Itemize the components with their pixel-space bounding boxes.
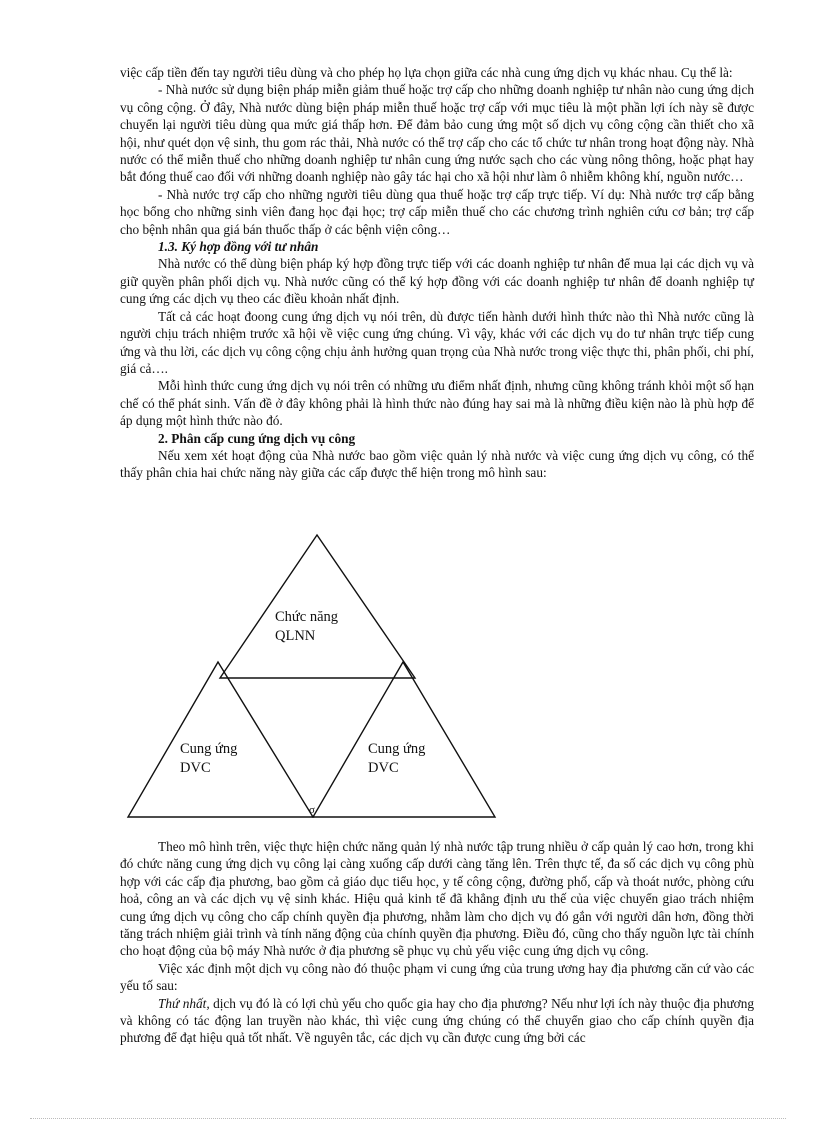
lower-text-block — [120, 838, 754, 1047]
paragraph: - Nhà nước trợ cấp cho những người tiêu dùng qua thuế hoặc trợ cấp trực tiếp. Ví dụ: Nhà nước trợ cấp bằng học bổng cho những sinh viên đang học đại học; trợ cấp miễn thuế cho các chương trình nghiên cứu cơ bản; trợ cấp cho bệnh nhân qua giá bán thuốc thấp ở các bệnh viện công… — [120, 186, 754, 237]
right-label — [368, 740, 425, 778]
section-heading: 1.3. Ký hợp đồng với tư nhân — [158, 239, 319, 255]
top-label — [275, 608, 338, 646]
page-bottom-divider — [30, 1118, 786, 1119]
paragraph: Mỗi hình thức cung ứng dịch vụ nói trên có những ưu điểm nhất định, nhưng cũng không tránh khỏi một số hạn chế có thể phát sinh. Vấn đề ở đây không phải là hình thức nào đúng hay sai mà là những điều kiện nào là phù hợp để áp dụng một hình thức nào đó. — [120, 378, 754, 429]
top-label-line-2: QLNN — [275, 628, 316, 644]
paragraph: việc cấp tiền đến tay người tiêu dùng và cho phép họ lựa chọn giữa các nhà cung ứng dịch vụ khác nhau. Cụ thể là: — [120, 65, 733, 80]
left-label — [180, 740, 237, 778]
right-label-line-1: Cung ứng — [368, 741, 426, 757]
top-label-line-1: Chức năng — [275, 609, 339, 625]
top-triangle — [220, 535, 415, 678]
right-label-line-2: DVC — [368, 760, 399, 776]
paragraph: - Nhà nước sử dụng biện pháp miễn giảm thuế hoặc trợ cấp cho những doanh nghiệp tư nhân nào cung ứng dịch vụ công cộng. Ở đây, Nhà nước dùng biện pháp miễn thuế hoặc trợ cấp với mục tiêu là một phần lợi ích này sẽ được chuyển lại người tiêu dùng qua mức giá thấp hơn. Để đảm bảo cung ứng một số dịch vụ công cộng cần thiết cho xã hội, như quét dọn vệ sinh, thu gom rác thải, Nhà nước có thể trợ cấp cho các tổ chức tư nhân trong hoạt động này. Nhà nước có thể miễn thuế cho những doanh nghiệp tư nhân cung ứng nước sạch cho các vùng nông thông, hoặc phạt hay bắt đóng thuế cao đối với những doanh nghiệp nào gây tác hại cho xã hội như làm ô nhiễm không khí, nguồn nước… — [120, 82, 754, 185]
diagram-svg — [120, 530, 510, 825]
paragraph-text: dịch vụ đó là có lợi chủ yếu cho quốc gia hay cho địa phương? Nếu như lợi ích này thuộc địa phương và không có tác động lan truyền nào khác, thì việc cung ứng chúng có thể chuyển giao cho cấp chính quyền địa phương để đạt hiệu quả tốt nhất. Về nguyên tắc, các dịch vụ cần được cung ứng bởi các — [120, 995, 754, 1046]
section-heading: 2. Phân cấp cung ứng dịch vụ công — [158, 430, 356, 446]
apex-marker: σ — [309, 804, 315, 816]
paragraph: Việc xác định một dịch vụ công nào đó thuộc phạm vi cung ứng của trung ương hay địa phương căn cứ vào các yếu tố sau: — [120, 960, 754, 994]
paragraph — [120, 995, 754, 1047]
upper-text-block — [120, 64, 754, 482]
left-label-line-1: Cung ứng — [180, 741, 238, 757]
paragraph: Tất cả các hoạt đoong cung ứng dịch vụ nói trên, dù được tiến hành dưới hình thức nào thì Nhà nước cũng là người chịu trách nhiệm trước xã hội về việc cung ứng chúng. Vì vậy, khác với các dịch vụ do tư nhân trực tiếp cung ứng và thu lời, các dịch vụ công cộng chịu ảnh hưởng quan trọng của Nhà nước trong việc thực thi, phân phối, chi phí, giá cả…. — [120, 308, 754, 376]
left-label-line-2: DVC — [180, 760, 211, 776]
paragraph: Nếu xem xét hoạt động của Nhà nước bao gồm việc quản lý nhà nước và việc cung ứng dịch vụ công, có thể thấy phân chia hai chức năng này giữa các cấp được thể hiện trong mô hình sau: — [120, 447, 754, 481]
paragraph: Theo mô hình trên, việc thực hiện chức năng quản lý nhà nước tập trung nhiều ở cấp quản lý cao hơn, trong khi đó chức năng cung ứng dịch vụ công lại càng xuống cấp dưới càng tăng lên. Trên thực tế, đa số các dịch vụ công phù hợp với các cấp địa phương, bao gồm cả giáo dục tiểu học, y tế công cộng, đường phố, cấp và thoát nước, phòng cứu hoả, công an và các dịch vụ vệ sinh khác. Hiệu quả kinh tế đã khẳng định ưu thế của việc chuyển giao trách nhiệm cung ứng dịch vụ công cho cấp chính quyền địa phương, nhằm làm cho dịch vụ đó gắn với người dân hơn, đồng thời tăng trách nhiệm giải trình và tính năng động của chính quyền địa phương. Điều đó, cũng cho thấy nguồn lực tài chính cho hoạt động của bộ máy Nhà nước ở địa phương sẽ phục vụ chủ yếu việc cung ứng dịch vụ công. — [120, 839, 754, 959]
emphasis-thu-nhat: Thứ nhất, — [158, 995, 210, 1011]
triangle-diagram — [120, 530, 510, 825]
paragraph: Nhà nước có thể dùng biện pháp ký hợp đồng trực tiếp với các doanh nghiệp tư nhân để mua lại các dịch vụ và giữ quyền phân phối dịch vụ. Nhà nước cũng có thể ký hợp đồng với các doanh nghiệp tư nhân để doanh nghiệp tự cung ứng các dịch vụ theo các điều khoản nhất định. — [120, 256, 754, 307]
